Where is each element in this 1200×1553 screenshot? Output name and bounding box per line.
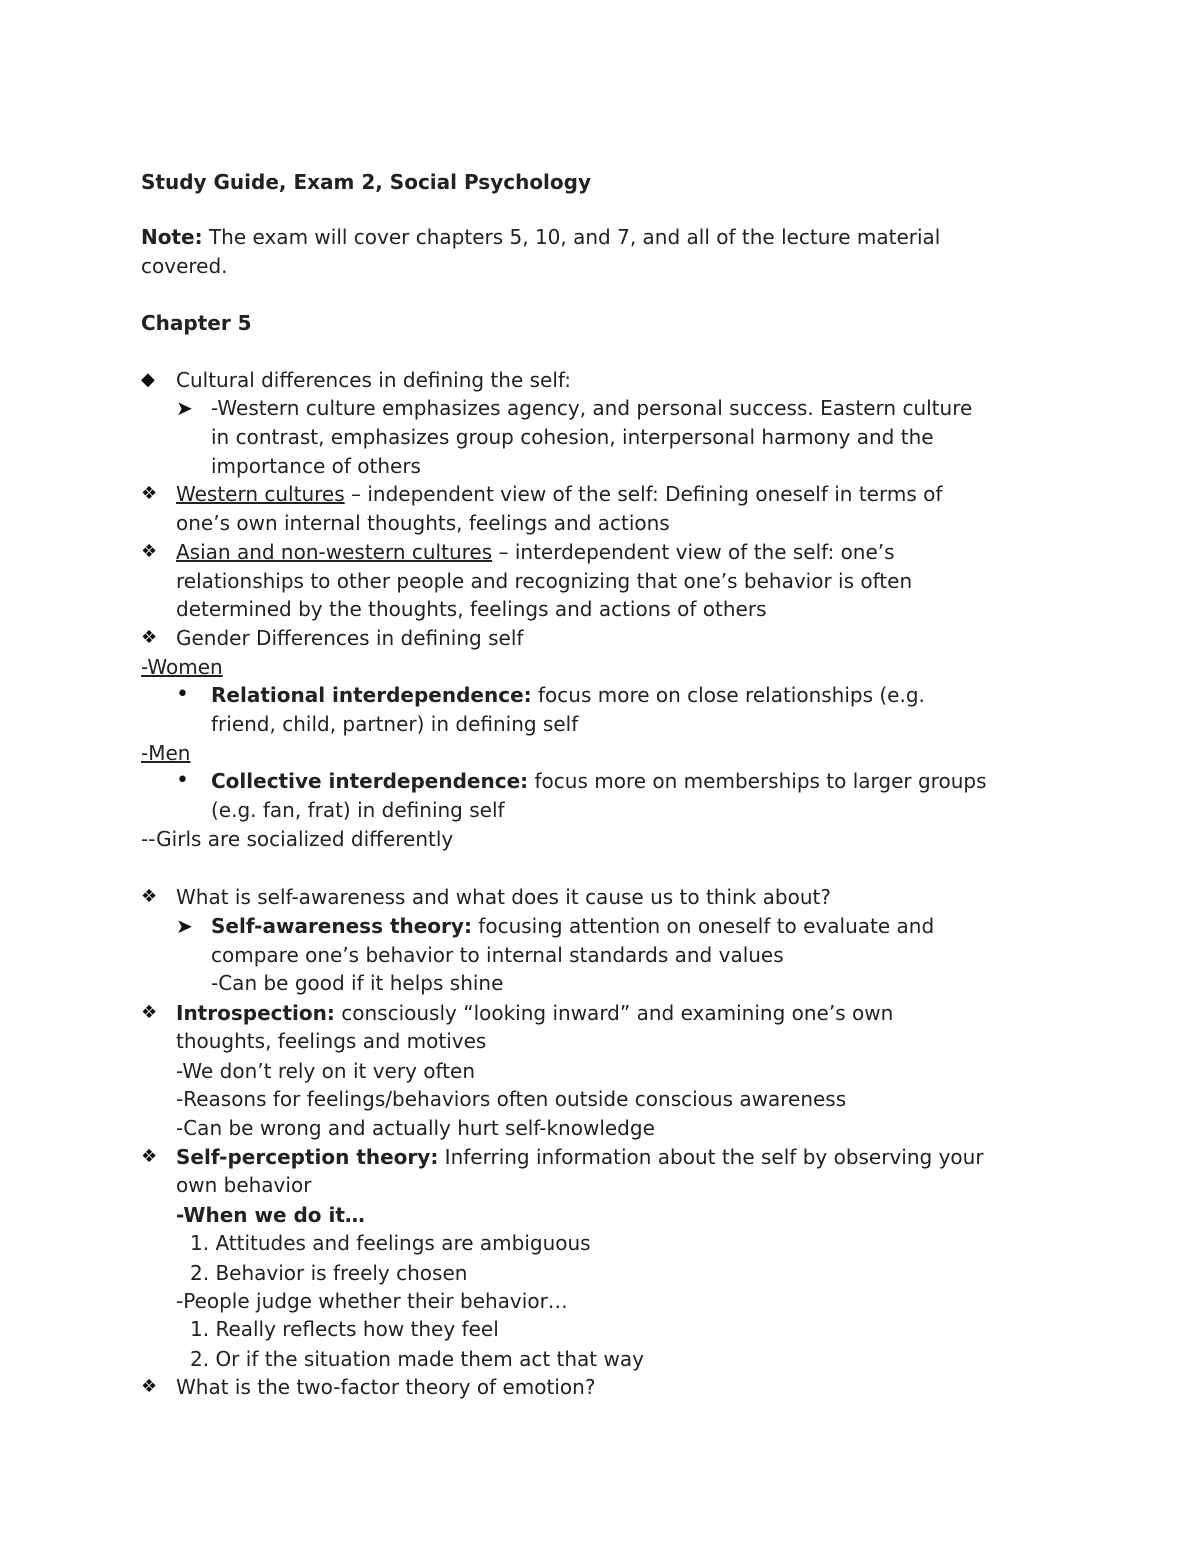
asian-cultures-term: Asian and non-western cultures xyxy=(176,540,493,564)
judge-list-item-2: 2. Or if the situation made them act that way xyxy=(190,1347,644,1371)
collective-interdependence-continuation: (e.g. fan, frat) in defining self xyxy=(211,798,505,822)
judge-list-item-1: 1. Really reflects how they feel xyxy=(190,1317,499,1341)
self-perception-text: Inferring information about the self by observing your xyxy=(438,1145,984,1169)
note-continuation: covered. xyxy=(141,254,228,278)
men-label: -Men xyxy=(141,741,191,765)
when-list-item-1: 1. Attitudes and feelings are ambiguous xyxy=(190,1231,591,1255)
relational-interdependence-continuation: friend, child, partner) in defining self xyxy=(211,712,579,736)
chapter-heading: Chapter 5 xyxy=(141,311,252,335)
self-awareness-question: What is self-awareness and what does it cause us to think about? xyxy=(176,885,831,909)
western-cultures-term: Western cultures xyxy=(176,482,345,506)
asian-cultures-text: – interdependent view of the self: one’s xyxy=(492,540,895,564)
collective-interdependence-term: Collective interdependence: xyxy=(211,769,529,793)
people-judge-line: -People judge whether their behavior… xyxy=(176,1289,568,1313)
cultural-sub-line-2: in contrast, emphasizes group cohesion, interpersonal harmony and the xyxy=(211,425,934,449)
western-cultures-continuation: one’s own internal thoughts, feelings and actions xyxy=(176,511,670,535)
relational-interdependence-term: Relational interdependence: xyxy=(211,683,532,707)
four-diamond-bullet-icon: ❖ xyxy=(141,541,158,562)
note-text: The exam will cover chapters 5, 10, and 7, and all of the lecture material xyxy=(202,225,941,249)
arrow-bullet-icon: ➤ xyxy=(176,914,193,938)
four-diamond-bullet-icon: ❖ xyxy=(141,886,158,907)
relational-interdependence-item xyxy=(211,681,925,709)
when-list-item-2: 2. Behavior is freely chosen xyxy=(190,1261,468,1285)
introspection-note-3: -Can be wrong and actually hurt self-knowledge xyxy=(176,1116,655,1140)
western-cultures-item xyxy=(176,480,942,508)
introspection-note-1: -We don’t rely on it very often xyxy=(176,1059,476,1083)
four-diamond-bullet-icon: ❖ xyxy=(141,1376,158,1397)
western-cultures-text: – independent view of the self: Defining oneself in terms of xyxy=(344,482,943,506)
collective-interdependence-item xyxy=(211,767,987,795)
introspection-item xyxy=(176,999,893,1027)
girls-socialized-note: --Girls are socialized differently xyxy=(141,827,454,851)
self-awareness-theory-item xyxy=(211,912,934,940)
gender-differences-item: Gender Differences in defining self xyxy=(176,626,524,650)
four-diamond-bullet-icon: ❖ xyxy=(141,627,158,648)
arrow-bullet-icon: ➤ xyxy=(176,396,193,420)
asian-cultures-continuation-2: determined by the thoughts, feelings and actions of others xyxy=(176,597,767,621)
cultural-sub-line-1: -Western culture emphasizes agency, and personal success. Eastern culture xyxy=(211,396,973,420)
introspection-continuation: thoughts, feelings and motives xyxy=(176,1029,487,1053)
four-diamond-bullet-icon: ❖ xyxy=(141,1146,158,1167)
self-awareness-continuation-1: compare one’s behavior to internal standards and values xyxy=(211,943,784,967)
relational-interdependence-text: focus more on close relationships (e.g. xyxy=(531,683,925,707)
self-awareness-theory-text: focusing attention on oneself to evaluate and xyxy=(471,914,935,938)
self-perception-continuation: own behavior xyxy=(176,1173,312,1197)
round-bullet-icon: • xyxy=(176,682,189,707)
self-awareness-theory-term: Self-awareness theory: xyxy=(211,914,472,938)
round-bullet-icon: • xyxy=(176,768,189,793)
four-diamond-bullet-icon: ❖ xyxy=(141,1002,158,1023)
self-perception-term: Self-perception theory: xyxy=(176,1145,439,1169)
four-diamond-bullet-icon: ❖ xyxy=(141,483,158,504)
introspection-note-2: -Reasons for feelings/behaviors often outside conscious awareness xyxy=(176,1087,847,1111)
note-label: Note: xyxy=(141,225,203,249)
when-we-do-it-heading: -When we do it… xyxy=(176,1203,365,1227)
cultural-differences-item: Cultural differences in defining the self: xyxy=(176,368,571,392)
self-perception-item xyxy=(176,1143,984,1171)
note-line xyxy=(141,223,940,251)
women-label: -Women xyxy=(141,655,223,679)
two-factor-question: What is the two-factor theory of emotion? xyxy=(176,1375,596,1399)
collective-interdependence-text: focus more on memberships to larger groups xyxy=(528,769,987,793)
filled-diamond-bullet-icon: ◆ xyxy=(141,369,155,390)
introspection-text: consciously “looking inward” and examining one’s own xyxy=(334,1001,894,1025)
self-awareness-continuation-2: -Can be good if it helps shine xyxy=(211,971,504,995)
introspection-term: Introspection: xyxy=(176,1001,335,1025)
asian-cultures-continuation-1: relationships to other people and recognizing that one’s behavior is often xyxy=(176,569,913,593)
asian-cultures-item xyxy=(176,538,895,566)
document-title: Study Guide, Exam 2, Social Psychology xyxy=(141,170,592,194)
cultural-sub-line-3: importance of others xyxy=(211,454,421,478)
